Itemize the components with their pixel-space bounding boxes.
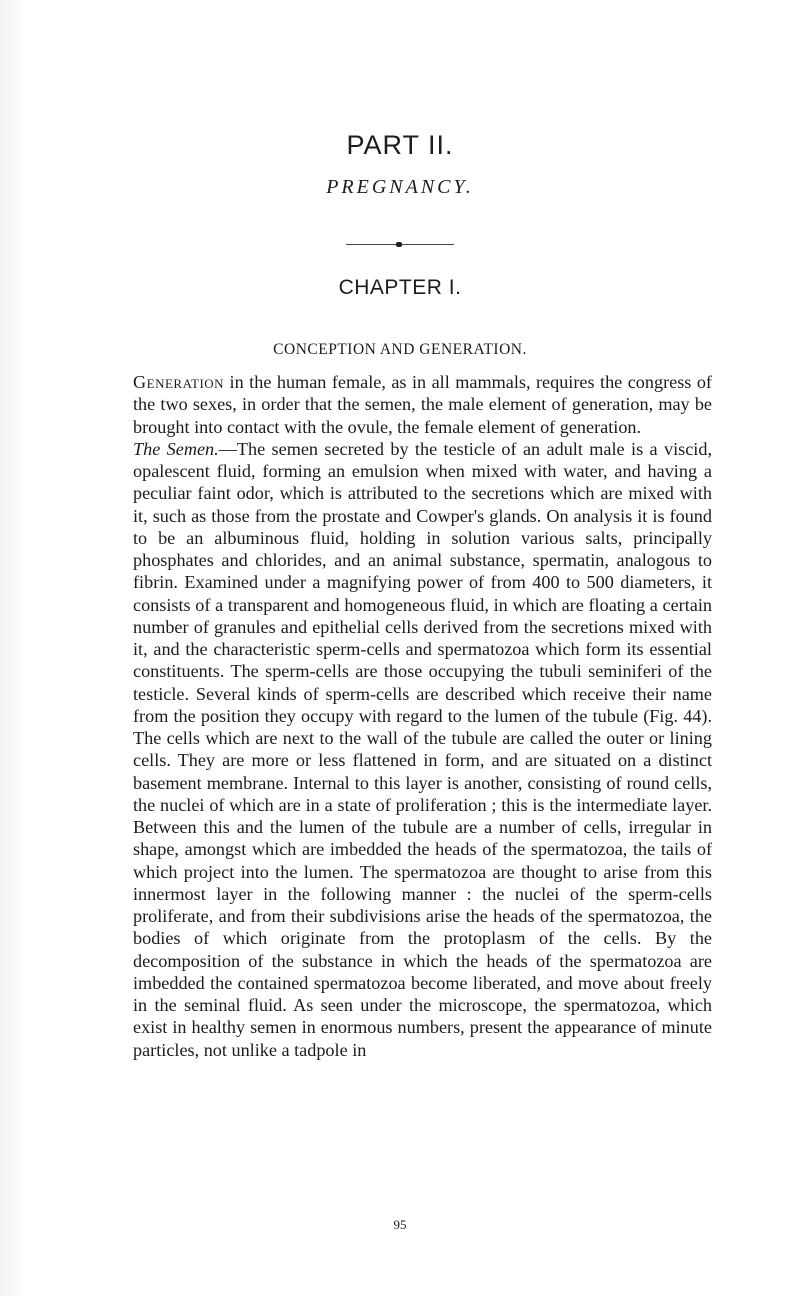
paragraph-subhead-semen: The Semen. [133,438,219,459]
rule-ornament-dot [396,242,402,247]
page-number: 95 [393,1217,407,1232]
part-subtitle: PREGNANCY. [326,176,474,198]
paragraph-text-semen: —The semen secreted by the testicle of an adult male is a viscid, opalescent fluid, forming an emulsion when mixed with water, and having a peculiar faint odor, which is attributed to the secretions which are mixed with it, such as those from the prostate and Cowper's glands. On analysis it is found to be an albuminous fluid, holding in solution various salts, principally phosphates and chlorides, and an animal substance, spermatin, analogous to fibrin. Examined under a magnifying power of from 400 to 500 diameters, it consists of a transparent and homogeneous fluid, in which are floating a certain number of granules and epithelial cells derived from the secretions mixed with it, and the characteristic sperm-cells and spermatozoa which form its essential constituents. The sperm-cells are those occupying the tubuli seminiferi of the testicle. Several kinds of sperm-cells are described which receive their name from the position they occupy with regard to the lumen of the tubule (Fig. 44). The cells which are next to the wall of the tubule are called the outer or lining cells. They are more or less flattened in form, and are situated on a distinct basement membrane. Internal to this layer is another, consisting of round cells, the nuclei of which are in a state of proliferation ; this is the intermediate layer. Between this and the lumen of the tubule are a number of cells, irregular in shape, amongst which are imbedded the heads of the spermatozoa, the tails of which project into the lumen. The spermatozoa are thought to arise from this innermost layer in the following manner : the nuclei of the sperm-cells proliferate, and from their subdivisions arise the heads of the spermatozoa, the bodies of which originate from the protoplasm of the cells. By the decomposition of the substance in which the heads of the spermatozoa are imbedded the contained spermatozoa become liberated, and move about freely in the seminal fluid. As seen under the microscope, the spermatozoa, which exist in healthy semen in enormous numbers, present the appearance of minute particles, not unlike a tadpole in [133,438,712,1060]
paragraph-semen [133,438,712,1061]
paragraph-lead-generation: Generation [133,372,225,392]
section-title: CONCEPTION AND GENERATION. [273,341,527,358]
body-text [133,371,712,1061]
chapter-title: CHAPTER I. [338,276,462,299]
part-title: PART II. [346,130,454,160]
ornamental-rule [346,244,454,245]
paragraph-text-generation: in the human female, as in all mammals, requires the congress of the two sexes, in order that the semen, the male element of generation, may be brought into contact with the ovule, the female element of generation. [133,372,712,437]
paragraph-generation [133,371,712,438]
